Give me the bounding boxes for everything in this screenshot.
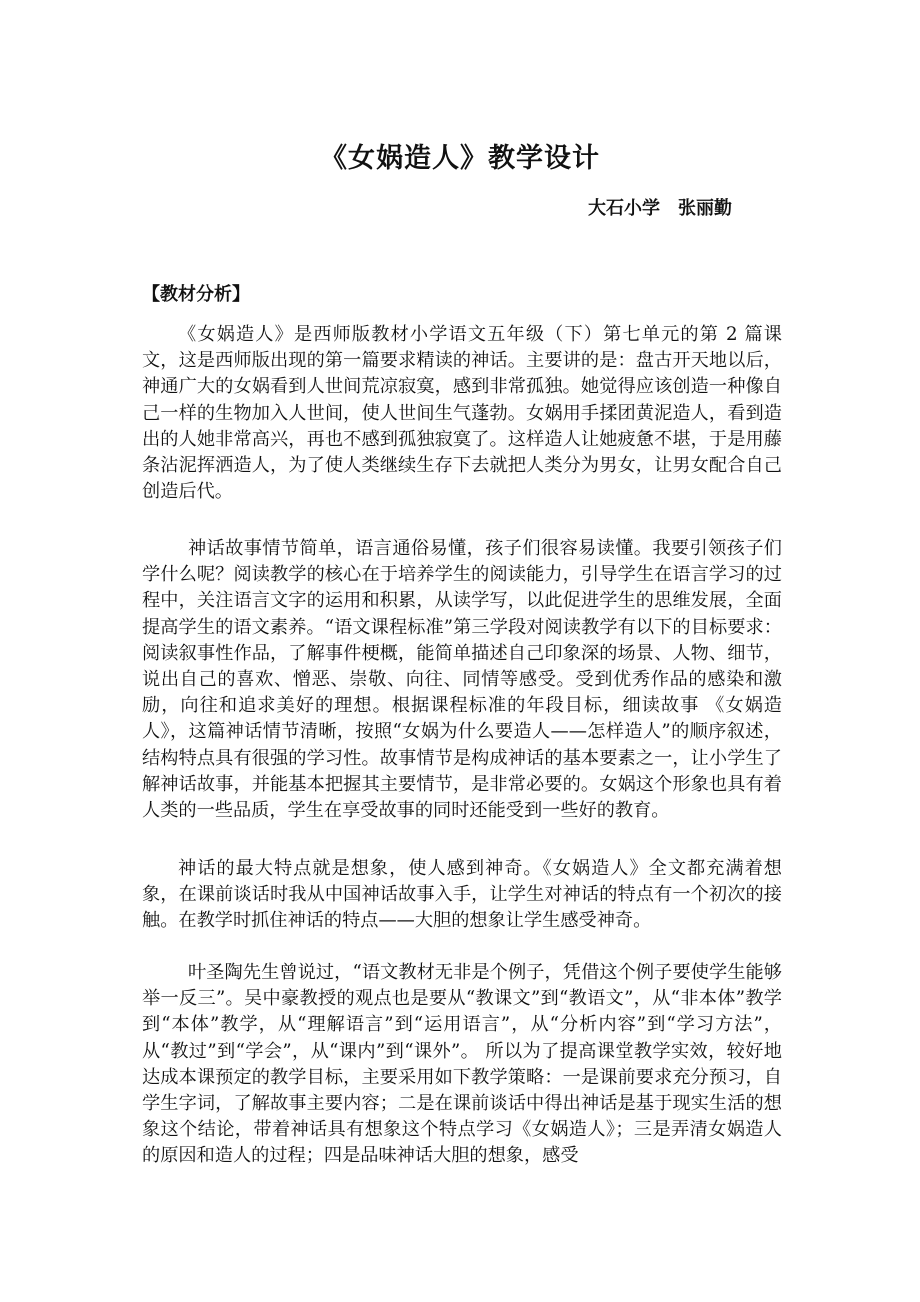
section-heading: 【教材分析】 [142,284,250,305]
paragraph-3: 神话的最大特点就是想象，使人感到神奇。《女娲造人》全文都充满着想象，在课前谈话时我从中国神话故事入手，让学生对神话的特点有一个初次的接触。在教学时抓住神话的特点——大胆的想象让学生感受神奇。 [142,858,782,932]
author-line: 大石小学 张丽勤 [588,198,732,219]
paragraph-4: 叶圣陶先生曾说过，“语文教材无非是个例子，凭借这个例子要使学生能够举一反三”。吴中豪教授的观点也是要从“教课文”到“教语文”，从“非本体”教学到“本体”教学，从“理解语言”到“运用语言”，从“分析内容”到“学习方法”，从“教过”到“学会”，从“课内”到“课外”。 所以为了提高课堂教学实效，较好地达成本课预定的教学目标，主要采用如下教学策略：一是课前要求充分预习，自学生字词，了解故事主要内容；二是在课前谈话中得出神话是基于现实生活的想象这个结论，带着神话具有想象这个特点学习《女娲造人》；三是弄清女娲造人的原因和造人的过程；四是品味神话大胆的想象，感受 [142,962,782,1167]
paragraph-1: 《女娲造人》是西师版教材小学语文五年级（下）第七单元的第 2 篇课文，这是西师版出现的第一篇要求精读的神话。主要讲的是：盘古开天地以后，神通广大的女娲看到人世间荒凉寂寞，感到非常孤独。她觉得应该创造一种像自己一样的生物加入人世间，使人世间生气蓬勃。女娲用手揉团黄泥造人，看到造出的人她非常高兴，再也不感到孤独寂寞了。这样造人让她疲惫不堪，于是用藤条沾泥挥洒造人，为了使人类继续生存下去就把人类分为男女，让男女配合自己创造后代。 [142,324,782,503]
document-title: 《女娲造人》教学设计 [320,143,600,174]
paragraph-2: 神话故事情节简单，语言通俗易懂，孩子们很容易读懂。我要引领孩子们学什么呢？阅读教学的核心在于培养学生的阅读能力，引导学生在语言学习的过程中，关注语言文字的运用和积累，从读学写，以此促进学生的思维发展，全面提高学生的语文素养。“语文课程标准”第三学段对阅读教学有以下的目标要求：阅读叙事性作品，了解事件梗概，能简单描述自己印象深的场景、人物、细节，说出自己的喜欢、憎恶、崇敬、向往、同情等感受。受到优秀作品的感染和激励，向往和追求美好的理想。根据课程标准的年段目标，细读故事 《女娲造人》，这篇神话情节清晰，按照“女娲为什么要造人——怎样造人”的顺序叙述，结构特点具有很强的学习性。故事情节是构成神话的基本要素之一，让小学生了解神话故事，并能基本把握其主要情节，是非常必要的。女娲这个形象也具有着人类的一些品质，学生在享受故事的同时还能受到一些好的教育。 [142,538,782,822]
